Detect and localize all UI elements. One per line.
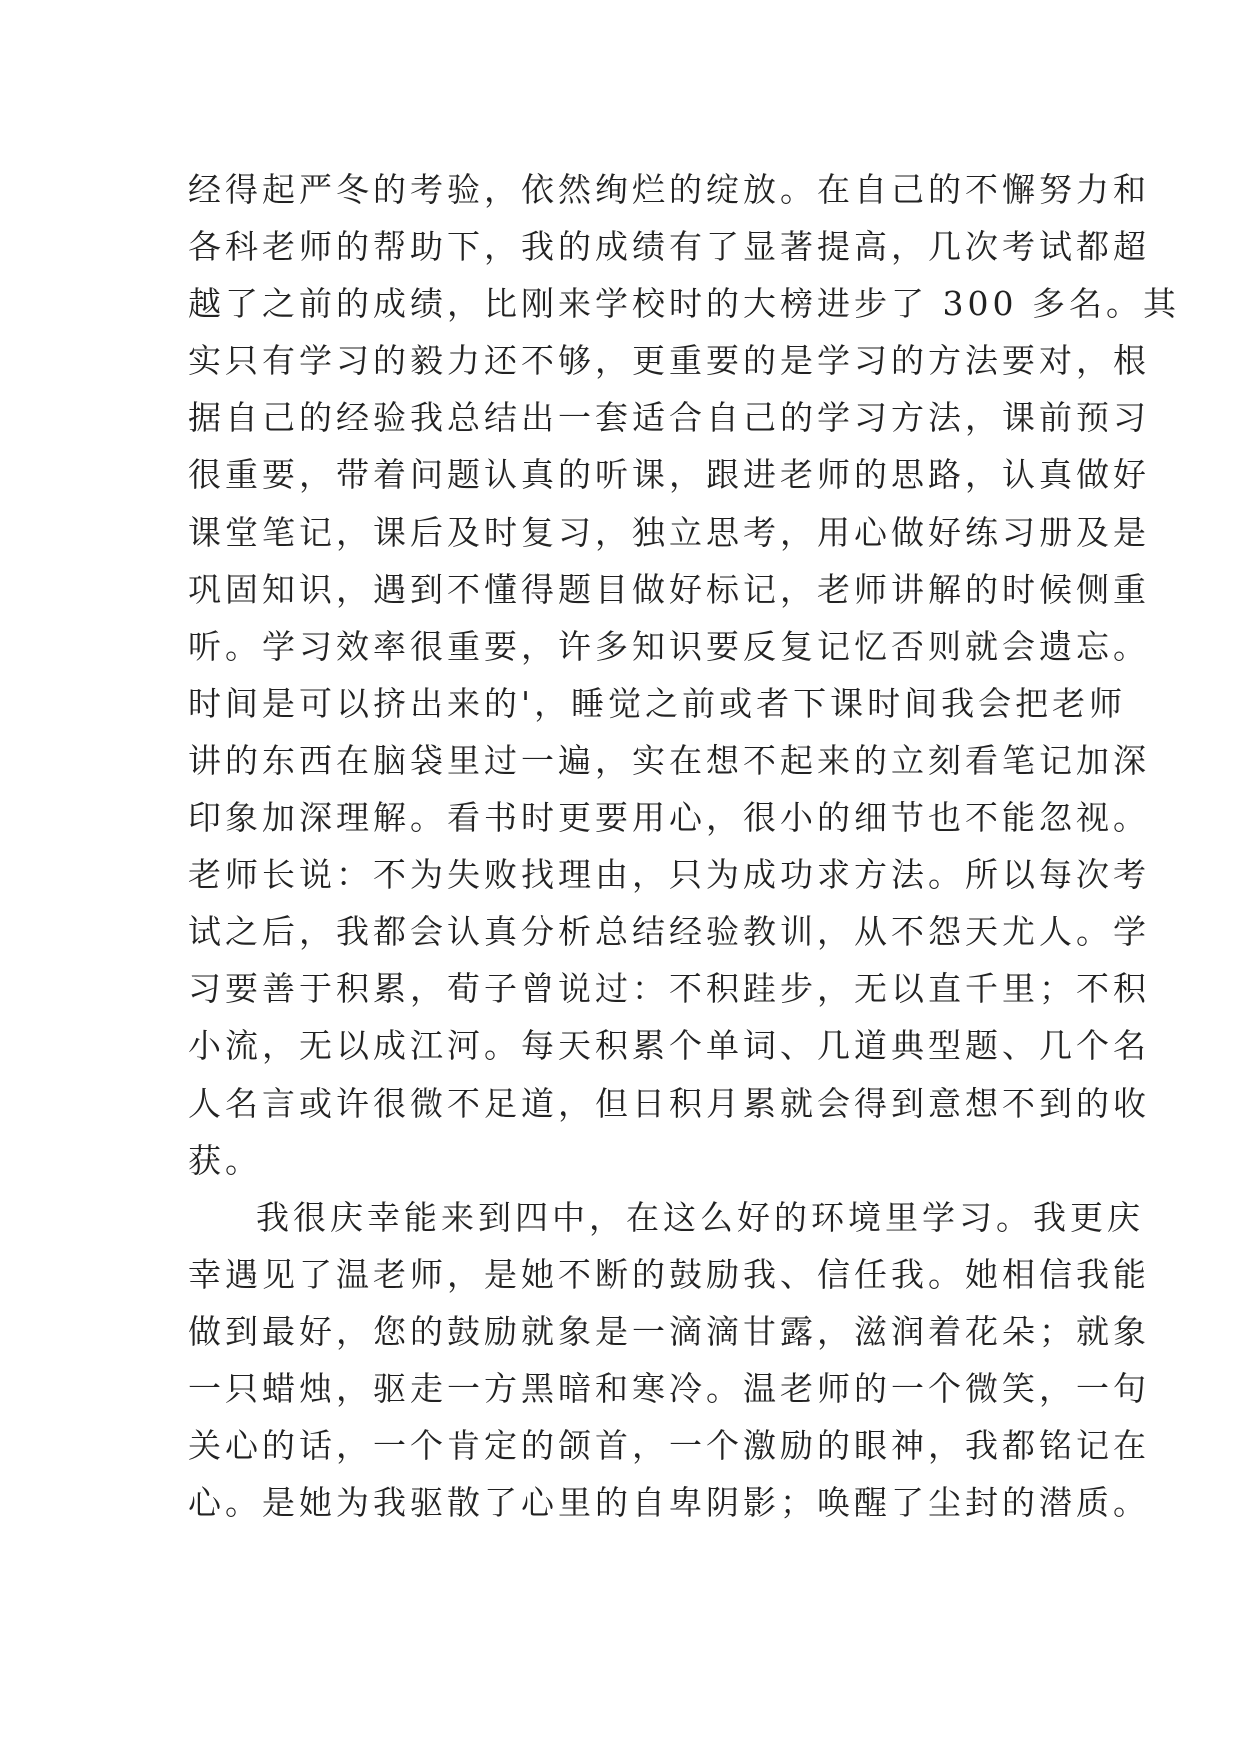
text-line: 巩固知识，遇到不懂得题目做好标记，老师讲解的时候侧重: [188, 569, 1150, 609]
text-line: 心。是她为我驱散了心里的自卑阴影；唤醒了尘封的潜质。: [188, 1483, 1150, 1523]
text-line: 印象加深理解。看书时更要用心，很小的细节也不能忽视。: [188, 798, 1150, 838]
text-line: 习要善于积累，荀子曾说过：不积跬步，无以直千里；不积: [188, 969, 1150, 1009]
text-line: 关心的话，一个肯定的颌首，一个激励的眼神，我都铭记在: [188, 1426, 1150, 1466]
text-line: 越了之前的成绩，比刚来学校时的大榜进步了 300 多名。其: [188, 284, 1180, 324]
text-line: 经得起严冬的考验，依然绚烂的绽放。在自己的不懈努力和: [188, 170, 1150, 209]
text-line: 幸遇见了温老师，是她不断的鼓励我、信任我。她相信我能: [188, 1254, 1150, 1294]
text-line: 人名言或许很微不足道，但日积月累就会得到意想不到的收: [188, 1083, 1150, 1123]
text-line: 试之后，我都会认真分析总结经验教训，从不怨天尤人。学: [188, 912, 1150, 952]
text-line: 时间是可以挤出来的'，睡觉之前或者下课时间我会把老师: [188, 683, 1127, 723]
text-line: 课堂笔记，课后及时复习，独立思考，用心做好练习册及是: [188, 512, 1150, 552]
text-line: 据自己的经验我总结出一套适合自己的学习方法，课前预习: [188, 398, 1150, 438]
text-line: 讲的东西在脑袋里过一遍，实在想不起来的立刻看笔记加深: [188, 740, 1150, 780]
text-line: 很重要，带着问题认真的听课，跟进老师的思路，认真做好: [188, 455, 1150, 495]
text-line: 听。学习效率很重要，许多知识要反复记忆否则就会遗忘。: [188, 626, 1150, 666]
text-line: 获。: [188, 1140, 262, 1180]
text-line: 小流，无以成江河。每天积累个单词、几道典型题、几个名: [188, 1026, 1150, 1066]
text-line: 一只蜡烛，驱走一方黑暗和寒冷。温老师的一个微笑，一句: [188, 1368, 1150, 1408]
paragraph-first-line: 我很庆幸能来到四中，在这么好的环境里学习。我更庆: [256, 1197, 1144, 1237]
text-line: 实只有学习的毅力还不够，更重要的是学习的方法要对，根: [188, 341, 1150, 381]
body-text: [188, 161, 1180, 1531]
text-line: 做到最好，您的鼓励就象是一滴滴甘露，滋润着花朵；就象: [188, 1311, 1150, 1351]
text-line: 各科老师的帮助下，我的成绩有了显著提高，几次考试都超: [188, 227, 1150, 267]
text-line: 老师长说：不为失败找理由，只为成功求方法。所以每次考: [188, 855, 1150, 895]
